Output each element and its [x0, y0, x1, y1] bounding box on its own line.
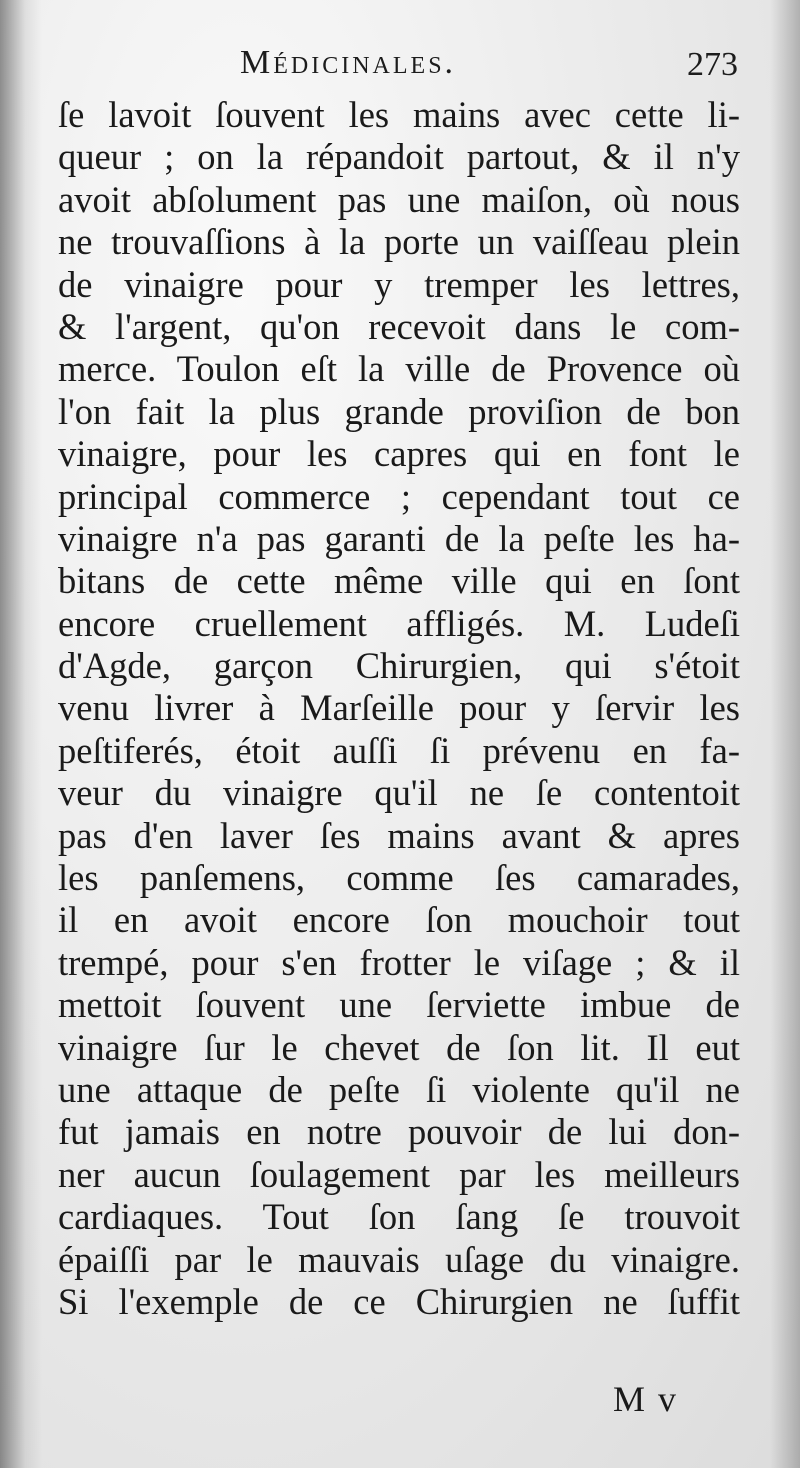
- text-line: Si l'exemple de ce Chirurgien ne ſuffit: [58, 1280, 740, 1322]
- text-line: vinaigre n'a pas garanti de la peſte les ha-: [58, 517, 740, 559]
- text-line: ne trouvaſſions à la porte un vaiſſeau plein: [58, 221, 740, 263]
- text-line: fut jamais en notre pouvoir de lui don-: [58, 1111, 740, 1153]
- text-line: bitans de cette même ville qui en ſont: [58, 560, 740, 602]
- text-line: principal commerce ; cependant tout ce: [58, 475, 740, 517]
- text-line: l'on fait la plus grande proviſion de bon: [58, 390, 740, 432]
- text-line: de vinaigre pour y tremper les lettres,: [58, 263, 740, 305]
- text-line: cardiaques. Tout ſon ſang ſe trouvoit: [58, 1196, 740, 1238]
- text-line: pas d'en laver ſes mains avant & apres: [58, 814, 740, 856]
- body-text: [58, 94, 740, 1323]
- text-line: & l'argent, qu'on recevoit dans le com-: [58, 305, 740, 347]
- text-line: épaiſſi par le mauvais uſage du vinaigre.: [58, 1238, 740, 1280]
- text-line: vinaigre, pour les capres qui en font le: [58, 433, 740, 475]
- text-line: d'Agde, garçon Chirurgien, qui s'étoit: [58, 645, 740, 687]
- text-line: trempé, pour s'en frotter le viſage ; & il: [58, 941, 740, 983]
- text-line: encore cruellement affligés. M. Ludeſi: [58, 602, 740, 644]
- text-line: il en avoit encore ſon mouchoir tout: [58, 899, 740, 941]
- text-line: mettoit ſouvent une ſerviette imbue de: [58, 984, 740, 1026]
- text-line: peſtiferés, étoit auſſi ſi prévenu en fa-: [58, 729, 740, 771]
- text-line: les panſemens, comme ſes camarades,: [58, 857, 740, 899]
- running-title: Médicinales.: [240, 44, 457, 81]
- text-line: avoit abſolument pas une maiſon, où nous: [58, 178, 740, 220]
- page-header: [60, 44, 742, 94]
- signature-mark: M v: [612, 1379, 678, 1419]
- text-line: venu livrer à Marſeille pour y ſervir les: [58, 687, 740, 729]
- text-line: merce. Toulon eſt la ville de Provence où: [58, 348, 740, 390]
- text-line: queur ; on la répandoit partout, & il n'y: [58, 136, 740, 178]
- text-line: veur du vinaigre qu'il ne ſe contentoit: [58, 772, 740, 814]
- text-line: ſe lavoit ſouvent les mains avec cette li-: [58, 94, 740, 135]
- page-number: 273: [687, 46, 738, 83]
- text-line: ner aucun ſoulagement par les meilleurs: [58, 1153, 740, 1195]
- text-line: une attaque de peſte ſi violente qu'il ne: [58, 1068, 740, 1110]
- text-line: vinaigre ſur le chevet de ſon lit. Il eut: [58, 1026, 740, 1068]
